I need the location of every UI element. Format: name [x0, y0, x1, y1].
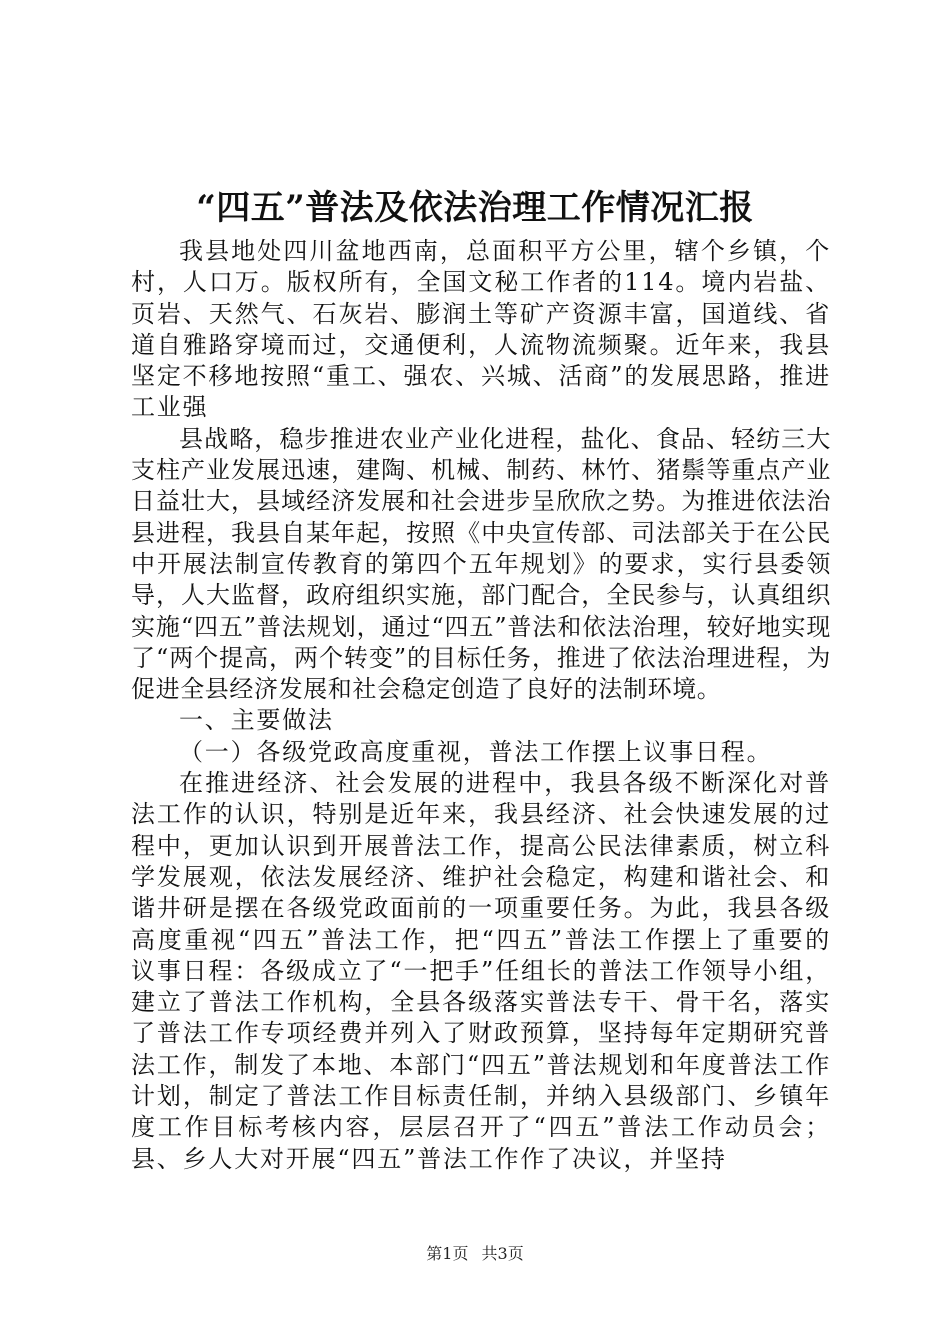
- page-total: 共3页: [481, 1244, 524, 1263]
- document-title: “四五”普法及依法治理工作情况汇报: [196, 188, 754, 228]
- paragraph-intro: 我县地处四川盆地西南，总面积平方公里，辖个乡镇，个村，人口万。版权所有，全国文秘工作者的114。境内岩盐、页岩、天然气、石灰岩、膨润土等矿产资源丰富，国道线、省道自雅路穿境而过，交通便利，人流物流频聚。近年来，我县坚定不移地按照“重工、强农、兴城、活商”的发展思路，推进工业强: [131, 237, 831, 422]
- page-number: 第1页: [426, 1244, 469, 1263]
- section-heading: 一、主要做法: [179, 706, 334, 735]
- document-body: [131, 236, 831, 1175]
- subsection-heading: （一）各级党政高度重视，普法工作摆上议事日程。: [179, 737, 773, 766]
- paragraph-strategy: 县战略，稳步推进农业产业化进程，盐化、食品、轻纺三大支柱产业发展迅速，建陶、机械、制药、林竹、猪鬃等重点产业日益壮大，县域经济发展和社会进步呈欣欣之势。为推进依法治县进程，我县自某年起，按照《中央宣传部、司法部关于在公民中开展法制宣传教育的第四个五年规划》的要求，实行县委领导，人大监督，政府组织实施，部门配合，全民参与，认真组织实施“四五”普法规划，通过“四五”普法和依法治理，较好地实现了“两个提高，两个转变”的目标任务，推进了依法治理进程，为促进全县经济发展和社会稳定创造了良好的法制环境。: [131, 424, 831, 704]
- page-footer: [0, 1244, 950, 1264]
- paragraph-practice: 在推进经济、社会发展的进程中，我县各级不断深化对普法工作的认识，特别是近年来，我县经济、社会快速发展的过程中，更加认识到开展普法工作，提高公民法律素质，树立科学发展观，依法发展经济、维护社会稳定，构建和谐社会、和谐井研是摆在各级党政面前的一项重要任务。为此，我县各级高度重视“四五”普法工作，把“四五”普法工作摆上了重要的议事日程：各级成立了“一把手”任组长的普法工作领导小组，建立了普法工作机构，全县各级落实普法专干、骨干名，落实了普法工作专项经费并列入了财政预算，坚持每年定期研究普法工作，制发了本地、本部门“四五”普法规划和年度普法工作计划，制定了普法工作目标责任制，并纳入县级部门、乡镇年度工作目标考核内容，层层召开了“四五”普法工作动员会；县、乡人大对开展“四五”普法工作作了决议，并坚持: [131, 769, 831, 1173]
